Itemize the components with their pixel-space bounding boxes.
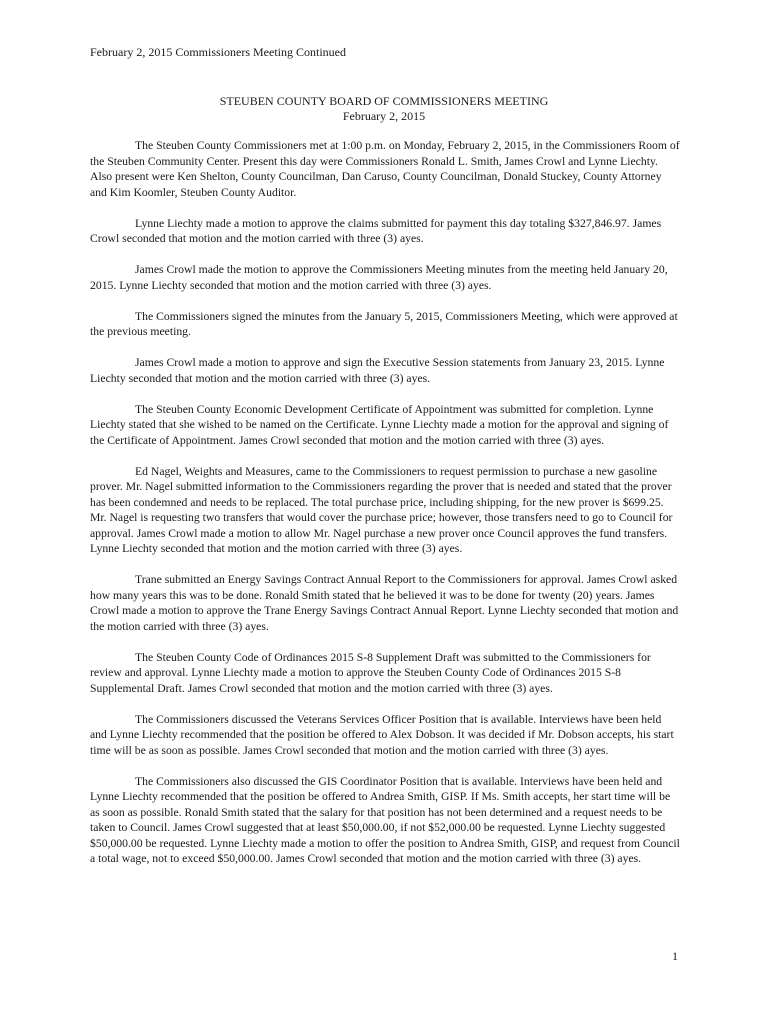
paragraph-minutes-signed: The Commissioners signed the minutes from the January 5, 2015, Commissioners Meeting, which were approved at the previous meeting. [90,309,678,338]
paragraph-weights-measures: Ed Nagel, Weights and Measures, came to the Commissioners to request permission to purchase a new gasoline prover. Mr. Nagel submitted information to the Commissioners regarding the prover that is needed and stated that the prover has been condemned and needs to be replaced. The total purchase price, including shipping, for the new prover is $699.25. Mr. Nagel is requesting two transfers that would cover the purchase price; however, those transfers need to go to Council for approval. James Crowl made a motion to allow Mr. Nagel purchase a new prover once Council approves the fund transfers. Lynne Liechty seconded that motion and the motion carried with three (3) ayes. [90,464,673,555]
paragraph-minutes-approval: James Crowl made the motion to approve the Commissioners Meeting minutes from the meeting held January 20, 2015. Lynne Liechty seconded that motion and the motion carried with three (3) ayes. [90,263,668,292]
running-header: February 2, 2015 Commissioners Meeting Continued [90,45,346,59]
paragraph-veterans-officer: The Commissioners discussed the Veterans Services Officer Position that is available. Interviews have been held and Lynne Liechty recommended that the position be offered to Alex Dobson. It was decided if Mr. Dobson accepts, his start time will be as soon as possible. James Crowl seconded that motion and the motion carried with three (3) ayes. [90,712,674,757]
document-body [90,138,680,882]
paragraph-economic-development: The Steuben County Economic Development Certificate of Appointment was submitted for completion. Lynne Liechty stated that she wished to be named on the Certificate. Lynne Liechty made a motion for the approval and signing of the Certificate of Appointment. James Crowl seconded that motion and the motion carried with three (3) ayes. [90,402,669,447]
paragraph-claims: Lynne Liechty made a motion to approve the claims submitted for payment this day totaling $327,846.97. James Crowl seconded that motion and the motion carried with three (3) ayes. [90,216,662,245]
paragraph-code-ordinances: The Steuben County Code of Ordinances 2015 S-8 Supplement Draft was submitted to the Commissioners for review and approval. Lynne Liechty made a motion to approve the Steuben County Code of Ordinances 2015 S-8 Supplemental Draft. James Crowl seconded that motion and the motion carried with three (3) ayes. [90,650,651,695]
paragraph-gis-coordinator: The Commissioners also discussed the GIS Coordinator Position that is available. Interviews have been held and Lynne Liechty recommended that the position be offered to Andrea Smith, GISP. If Ms. Smith accepts, her start time will be as soon as possible. Ronald Smith stated that the salary for that position has not been determined and a request needs to be taken to Council. James Crowl suggested that at least $50,000.00, if not $52,000.00 be requested. Lynne Liechty suggested $50,000.00 be requested. Lynne Liechty made a motion to offer the position to Andrea Smith, GISP, and request from Council a total wage, not to exceed $50,000.00. James Crowl seconded that motion and the motion carried with three (3) ayes. [90,774,680,865]
paragraph-attendance: The Steuben County Commissioners met at 1:00 p.m. on Monday, February 2, 2015, in the Commissioners Room of the Steuben Community Center. Present this day were Commissioners Ronald L. Smith, James Crowl and Lynne Liechty. Also present were Ken Shelton, County Councilman, Dan Caruso, County Councilman, Donald Stuckey, County Attorney and Kim Koomler, Steuben County Auditor. [90,139,680,199]
document-date: February 2, 2015 [342,109,426,123]
title-block [90,94,678,124]
page-number: 1 [672,949,678,963]
paragraph-executive-session: James Crowl made a motion to approve and sign the Executive Session statements from January 23, 2015. Lynne Liechty seconded that motion and the motion carried with three (3) ayes. [90,356,665,385]
document-title: STEUBEN COUNTY BOARD OF COMMISSIONERS MEETING [219,94,549,108]
paragraph-trane-report: Trane submitted an Energy Savings Contract Annual Report to the Commissioners for approval. James Crowl asked how many years this was to be done. Ronald Smith stated that he believed it was to be done for twenty (20) years. James Crowl made a motion to approve the Trane Energy Savings Contract Annual Report. Lynne Liechty seconded that motion and the motion carried with three (3) ayes. [90,573,679,633]
